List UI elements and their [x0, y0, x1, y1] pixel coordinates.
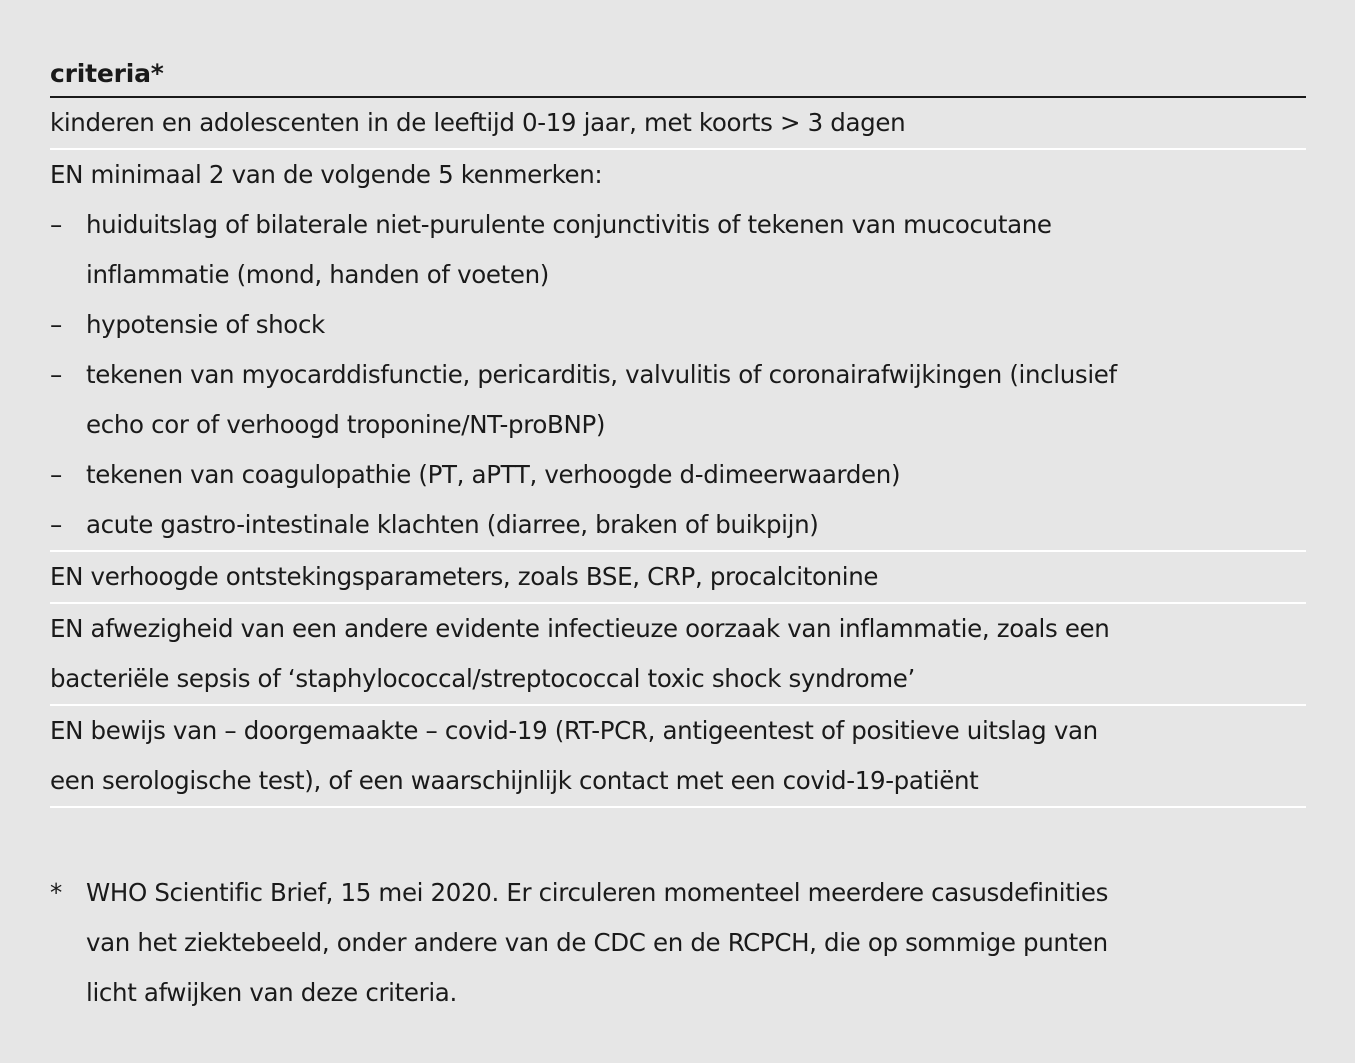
list-item — [50, 350, 1306, 450]
footnote-line: licht afwijken van deze criteria. — [86, 978, 457, 1007]
list-item-line: huiduitslag of bilaterale niet-purulente conjunctivitis of tekenen van mucocutane — [86, 210, 1052, 239]
list-item-line: hypotensie of shock — [86, 310, 325, 339]
bullet-dash: – — [50, 510, 63, 539]
list-item — [50, 300, 1306, 350]
list-item-line: acute gastro-intestinale klachten (diarree, braken of buikpijn) — [86, 510, 819, 539]
criteria-table — [50, 50, 1306, 808]
list-item — [50, 200, 1306, 300]
inflammation-criterion-text: EN verhoogde ontstekingsparameters, zoals BSE, CRP, procalcitonine — [50, 562, 879, 591]
table-header: criteria* — [50, 50, 1306, 98]
list-item-line: inflammatie (mond, handen of voeten) — [86, 260, 550, 289]
list-item — [50, 450, 1306, 500]
list-item — [50, 500, 1306, 550]
features-criterion-row — [50, 150, 1306, 552]
absence-criterion-row — [50, 604, 1306, 706]
bullet-dash: – — [50, 360, 63, 389]
features-intro: EN minimaal 2 van de volgende 5 kenmerken: — [50, 160, 603, 189]
bullet-dash: – — [50, 210, 63, 239]
covid-criterion-line: een serologische test), of een waarschijnlijk contact met een covid-19-patiënt — [50, 766, 979, 795]
absence-criterion-line: EN afwezigheid van een andere evidente infectieuze oorzaak van inflammatie, zoals een — [50, 614, 1110, 643]
absence-criterion-line: bacteriële sepsis of ‘staphylococcal/streptococcal toxic shock syndrome’ — [50, 664, 915, 693]
list-item-line: echo cor of verhoogd troponine/NT-proBNP) — [86, 410, 606, 439]
list-item-line: tekenen van coagulopathie (PT, aPTT, verhoogde d-dimeerwaarden) — [86, 460, 901, 489]
footnote-line: van het ziektebeeld, onder andere van de CDC en de RCPCH, die op sommige punten — [86, 928, 1108, 957]
inflammation-criterion-row — [50, 552, 1306, 604]
footnote — [50, 868, 1306, 1018]
age-criterion-row — [50, 98, 1306, 150]
bullet-dash: – — [50, 460, 63, 489]
footnote-marker: * — [50, 878, 63, 907]
bullet-dash: – — [50, 310, 63, 339]
covid-criterion-row — [50, 706, 1306, 808]
age-criterion-text: kinderen en adolescenten in de leeftijd 0-19 jaar, met koorts > 3 dagen — [50, 108, 906, 137]
covid-criterion-line: EN bewijs van – doorgemaakte – covid-19 (RT-PCR, antigeentest of positieve uitslag van — [50, 716, 1098, 745]
footnote-line: WHO Scientific Brief, 15 mei 2020. Er circuleren momenteel meerdere casusdefinities — [86, 878, 1109, 907]
list-item-line: tekenen van myocarddisfunctie, pericarditis, valvulitis of coronairafwijkingen (inclusief — [86, 360, 1117, 389]
